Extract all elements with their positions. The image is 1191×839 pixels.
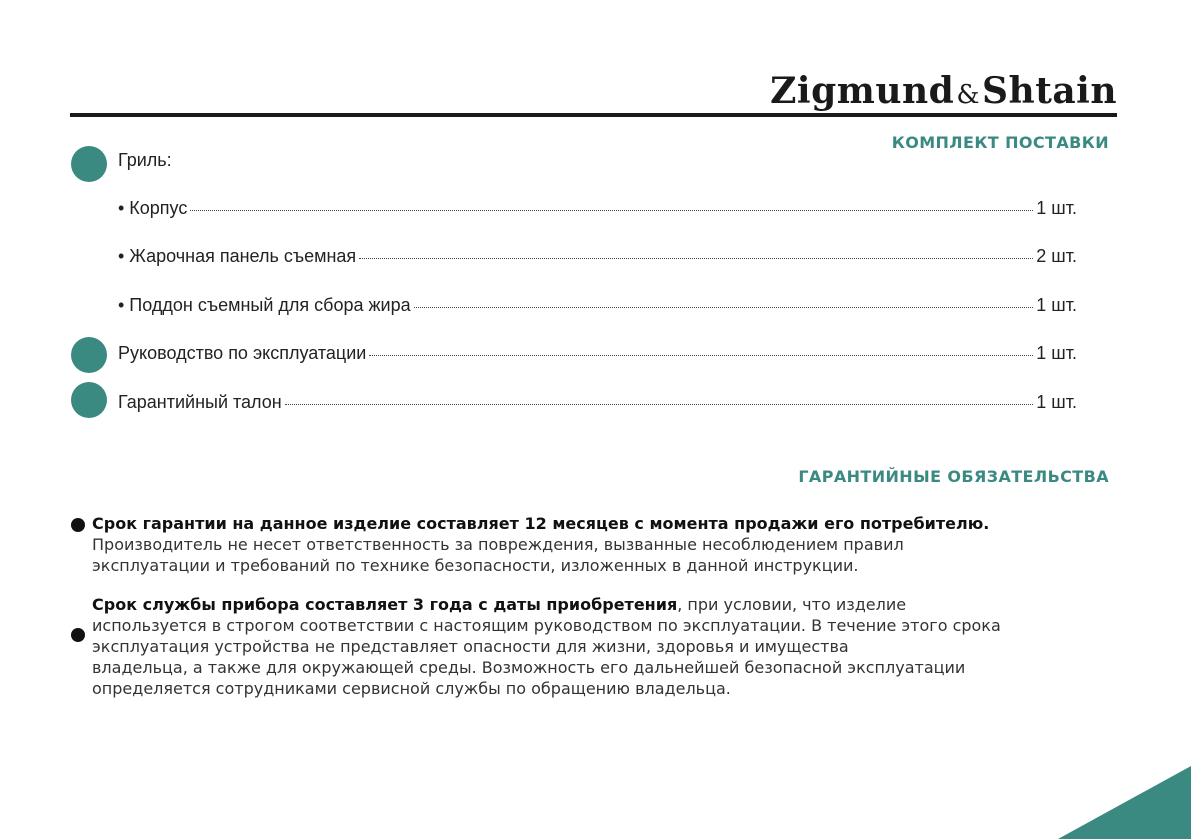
list-item <box>118 198 1077 219</box>
header-divider <box>70 113 1117 117</box>
list-item <box>118 392 1077 413</box>
dot-leader <box>359 258 1033 259</box>
item-label: Гарантийный талон <box>118 392 282 412</box>
dot-leader <box>414 307 1034 308</box>
list-item <box>118 246 1077 267</box>
item-qty: 2 шт. <box>1036 246 1077 266</box>
service-life-text-line: используется в строгом соответствии с настоящим руководством по эксплуатации. В течение этого срока <box>92 616 1001 635</box>
item-qty: 1 шт. <box>1036 343 1077 363</box>
grill-title: Гриль: <box>118 150 172 170</box>
service-life-text-line: владельца, а также для окружающей среды. Возможность его дальнейшей безопасной эксплуатации <box>92 658 966 677</box>
service-life-text-line: эксплуатация устройства не представляет опасности для жизни, здоровья и имущества <box>92 637 849 656</box>
service-life-text: , при условии, что изделие <box>677 595 907 614</box>
warranty-heading: ГАРАНТИЙНЫЕ ОБЯЗАТЕЛЬСТВА <box>798 467 1109 486</box>
dot-leader <box>369 355 1033 356</box>
brand-logo <box>770 70 1117 112</box>
service-life-term: Срок службы прибора составляет 3 года с даты приобретения <box>92 595 678 614</box>
item-label: • Жарочная панель съемная <box>118 246 357 266</box>
warranty-text-line: эксплуатации и требований по технике безопасности, изложенных в данной инструкции. <box>92 556 859 575</box>
item-label: • Поддон съемный для сбора жира <box>118 295 411 315</box>
dot-leader <box>285 404 1034 405</box>
service-life-text-line: определяется сотрудниками сервисной службы по обращению владельца. <box>92 679 731 698</box>
service-life-paragraph <box>92 594 1072 699</box>
brand-name-part1: Zigmund <box>770 70 955 112</box>
corner-decoration <box>1058 766 1191 839</box>
warranty-card-marker-icon <box>71 382 107 418</box>
item-label: Руководство по эксплуатации <box>118 343 367 363</box>
warranty-text-line: Производитель не несет ответственность за повреждения, вызванные несоблюдением правил <box>92 535 904 554</box>
grill-marker-icon <box>71 146 107 182</box>
warranty-term: Срок гарантии на данное изделие составляет 12 месяцев с момента продажи его потребителю. <box>92 514 990 533</box>
delivery-heading: КОМПЛЕКТ ПОСТАВКИ <box>891 133 1109 152</box>
manual-marker-icon <box>71 337 107 373</box>
item-qty: 1 шт. <box>1036 295 1077 315</box>
list-item <box>118 295 1077 316</box>
item-label: • Корпус <box>118 198 188 218</box>
dot-leader <box>190 210 1033 211</box>
item-qty: 1 шт. <box>1036 392 1077 412</box>
brand-ampersand: & <box>956 80 981 110</box>
list-item <box>118 343 1077 364</box>
bullet-icon <box>71 518 85 532</box>
item-qty: 1 шт. <box>1036 198 1077 218</box>
brand-name-part2: Shtain <box>982 70 1117 112</box>
warranty-paragraph <box>92 513 1072 576</box>
bullet-icon <box>71 628 85 642</box>
